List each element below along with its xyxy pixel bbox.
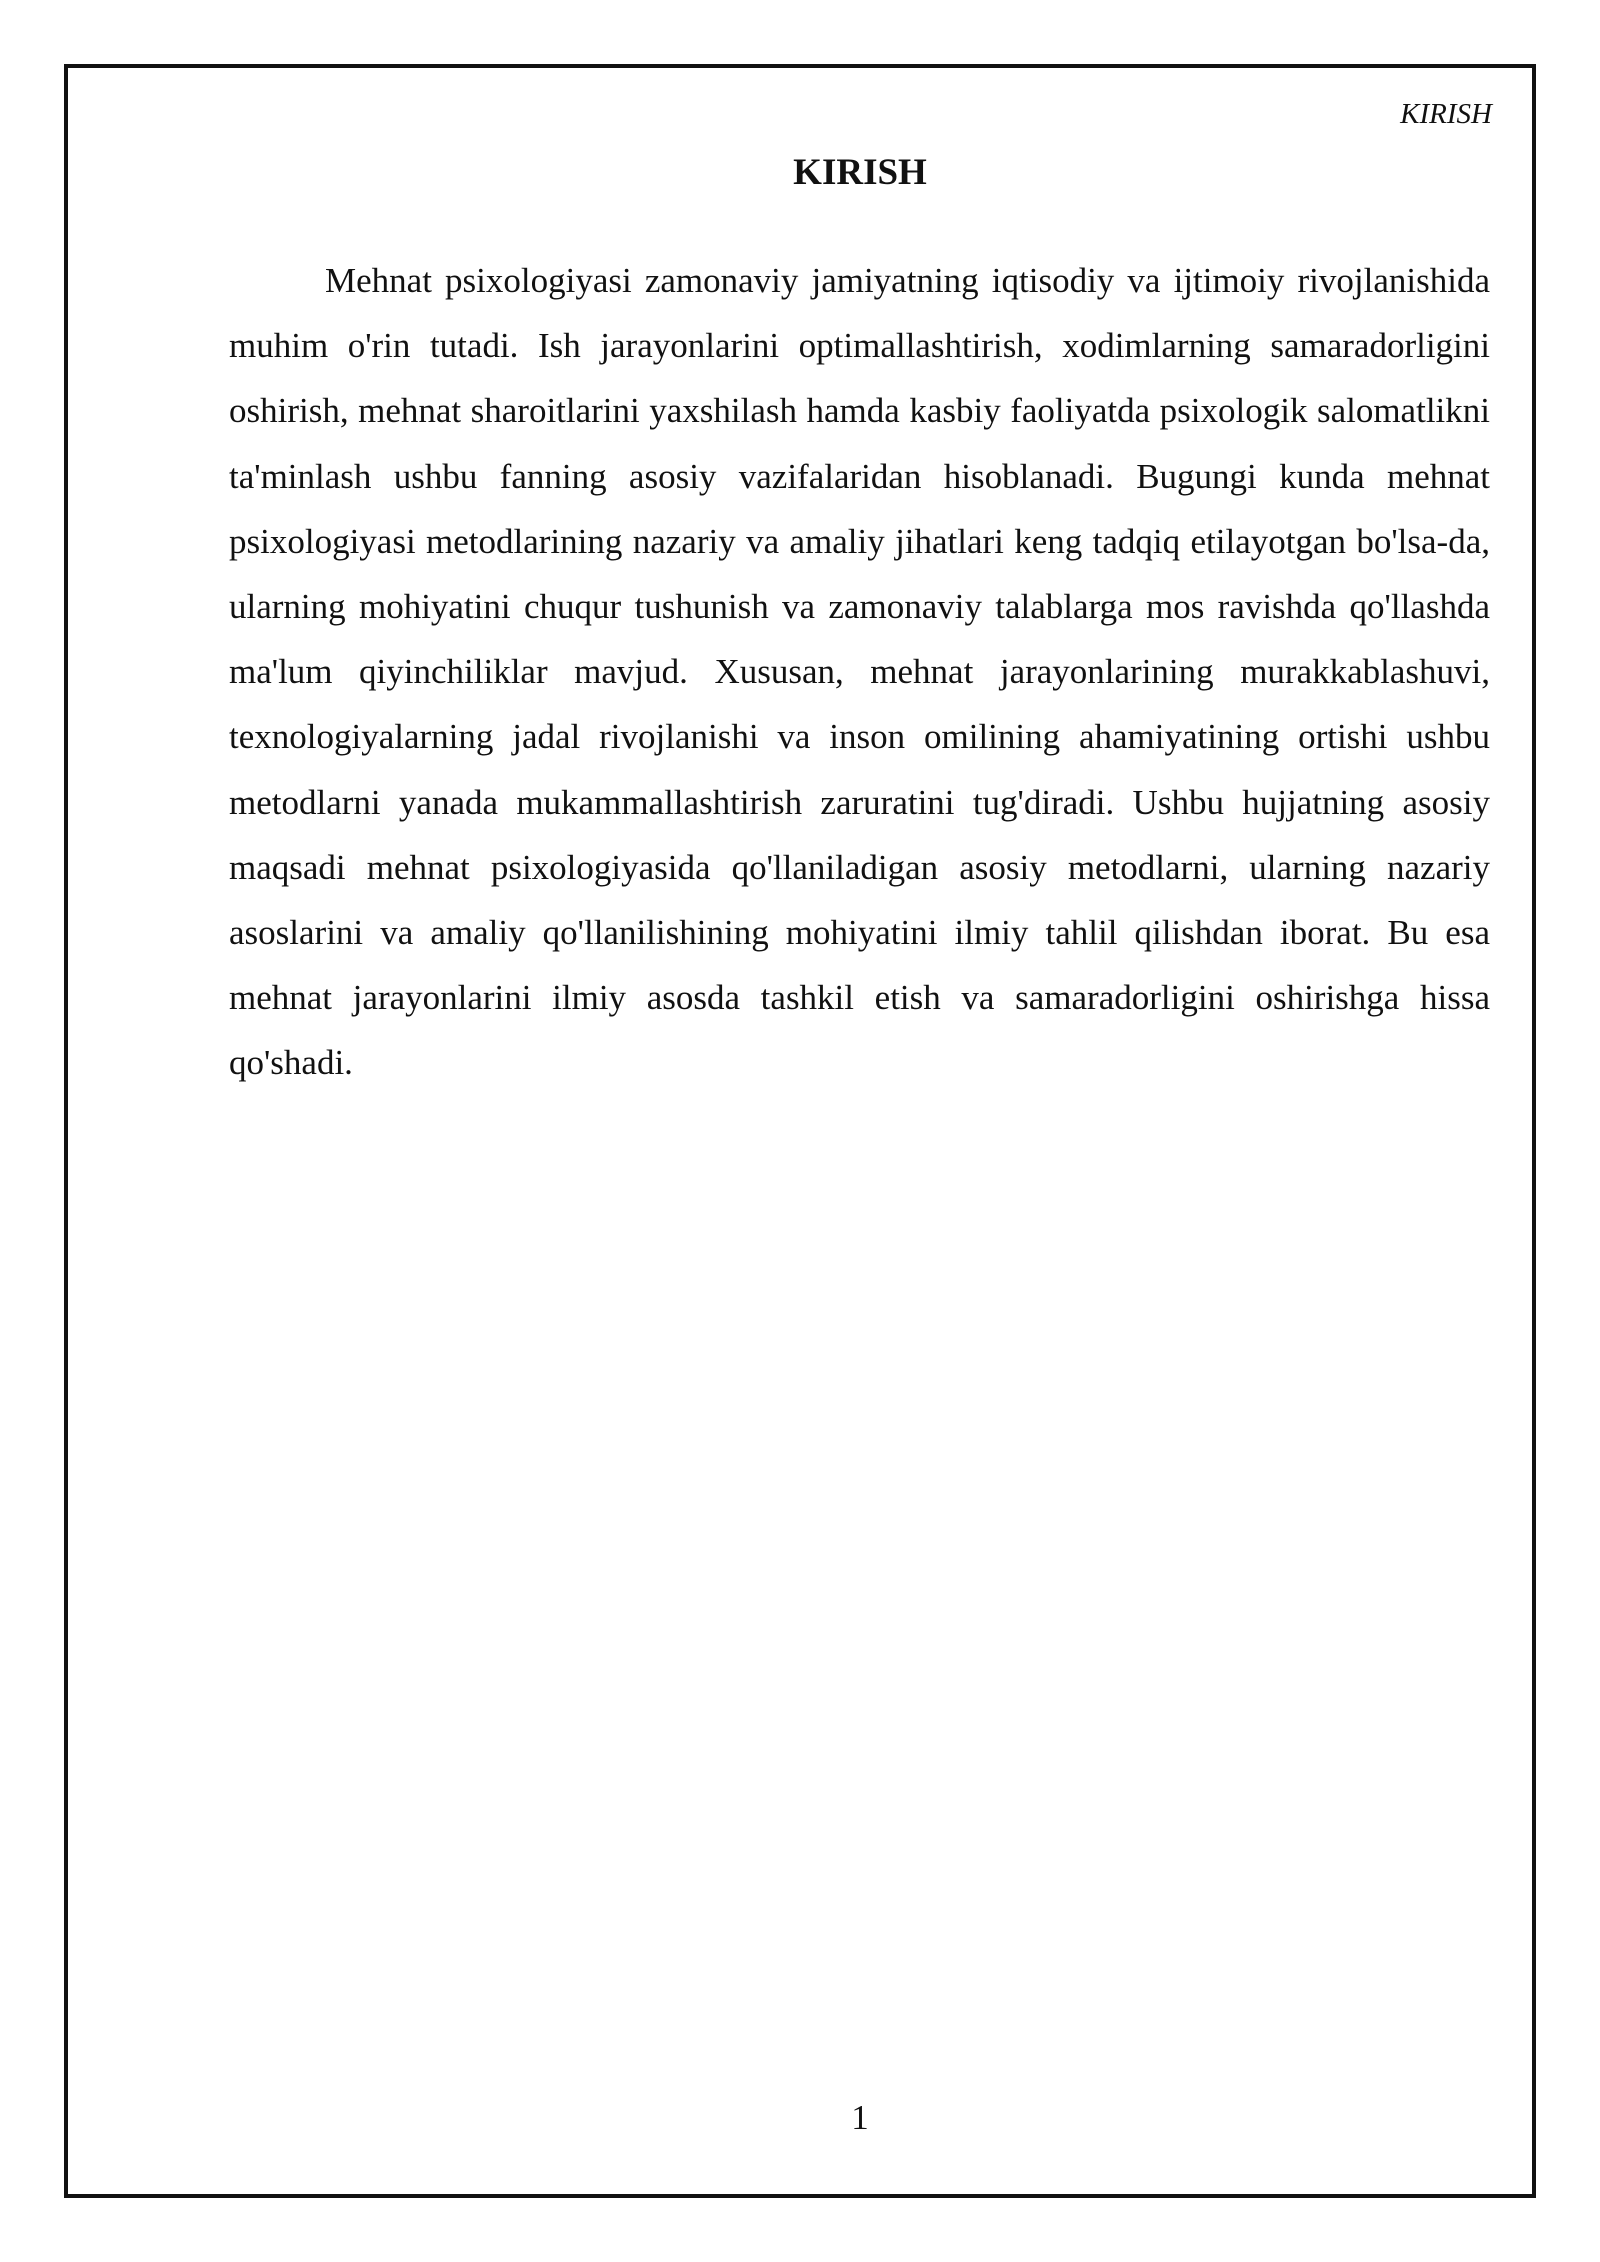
page-number: 1 <box>851 2098 869 2137</box>
running-header: KIRISH <box>1400 98 1492 130</box>
body-paragraph: Mehnat psixologiyasi zamonaviy jamiyatning iqtisodiy va ijtimoiy rivojlanishida muhim o'rin tutadi. Ish jarayonlarini optimallashtirish, xodimlarning samaradorligini oshirish, mehnat sharoitlarini yaxshilash hamda kasbiy faoliyatda psixologik salomatlikni ta'minlash ushbu fanning asosiy vazifalaridan hisoblanadi. Bugungi kunda mehnat psixologiyasi metodlarining nazariy va amaliy jihatlari keng tadqiq etilayotgan bo'lsa-da, ularning mohiyatini chuqur tushunish va zamonaviy talablarga mos ravishda qo'llashda ma'lum qiyinchiliklar mavjud. Xususan, mehnat jarayonlarining murakkablashuvi, texnologiyalarning jadal rivojlanishi va inson omilining ahamiyatining ortishi ushbu metodlarni yanada mukammallashtirish zaruratini tug'diradi. Ushbu hujjatning asosiy maqsadi mehnat psixologiyasida qo'llaniladigan asosiy metodlarni, ularning nazariy asoslarini va amaliy qo'llanilishining mohiyatini ilmiy tahlil qilishdan iborat. Bu esa mehnat jarayonlarini ilmiy asosda tashkil etish va samaradorligini oshirishga hissa qo'shadi. <box>229 261 1490 1083</box>
section-title: KIRISH <box>793 152 927 193</box>
